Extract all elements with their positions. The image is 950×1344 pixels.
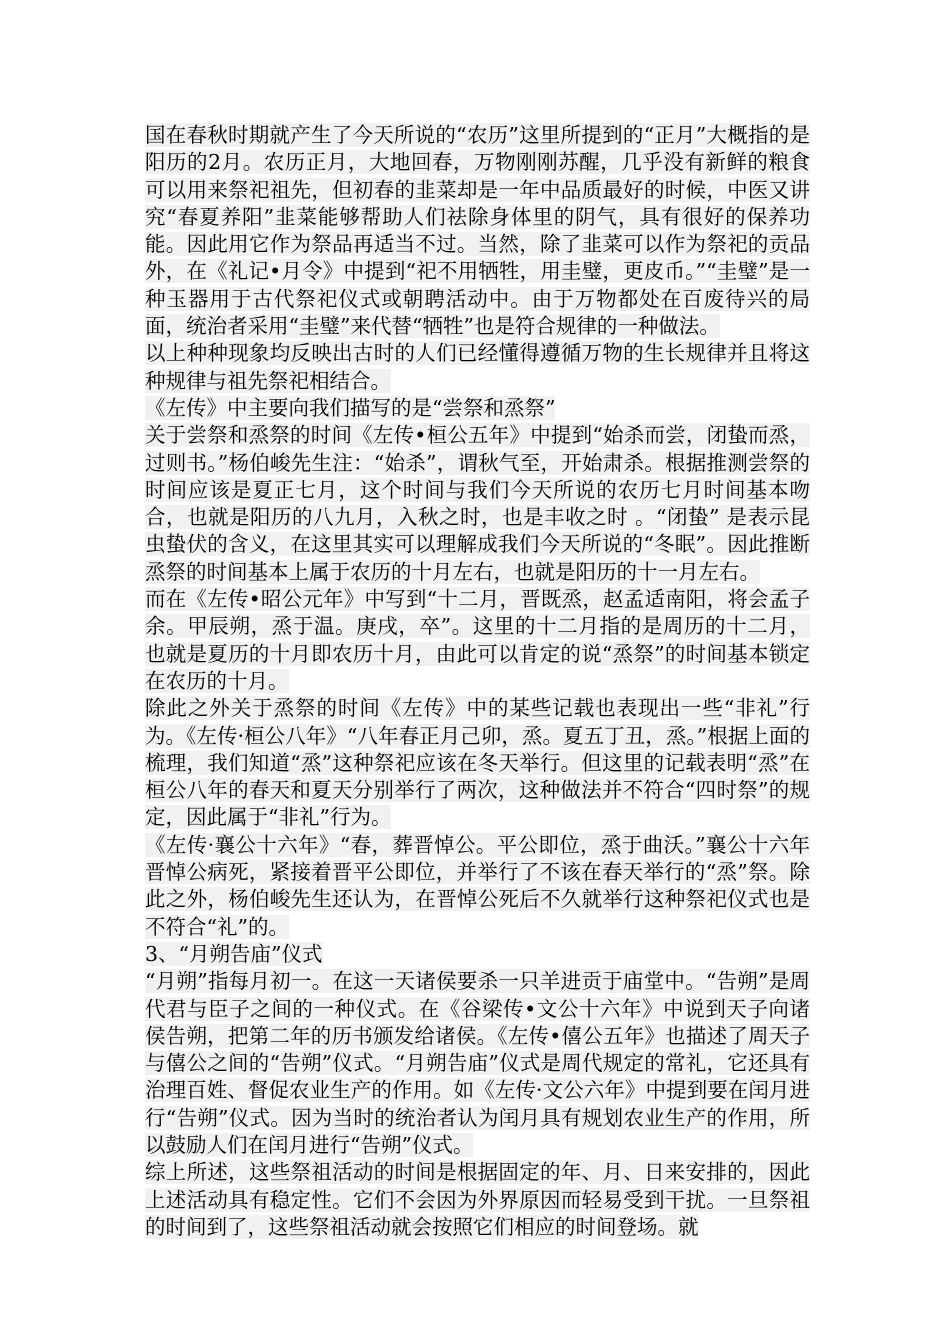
paragraph-text: 而在《左传•昭公元年》中写到“十二月，晋既烝，赵孟适南阳，将会孟子余。甲辰朔，烝于温。庚戌，卒”。这里的十二月指的是周历的十二月，也就是夏历的十月即农历十月，由此可以肯定的说“烝祭”的时间基本锁定在农历的十月。 [145, 587, 810, 693]
paragraph [145, 695, 810, 831]
section-heading [145, 941, 810, 968]
paragraph [145, 340, 810, 395]
paragraph [145, 395, 810, 422]
paragraph-text: 《左传》中主要向我们描写的是“尝祭和烝祭” [145, 395, 556, 420]
paragraph-text: 关于尝祭和烝祭的时间《左传•桓公五年》中提到“始杀而尝，闭蛰而烝，过则书。”杨伯峻先生注：“始杀”，谓秋气至，开始肃杀。根据推测尝祭的时间应该是夏正七月，这个时间与我们今天所说的农历七月时间基本吻合，也就是阳历的八九月，入秋之时，也是丰收之时 。“闭蛰” 是表示昆虫蛰伏的含义，在这里其实可以理解成我们今天所说的“冬眠”。因此推断烝祭的时间基本上属于农历的十月左右，也就是阳历的十一月左右。 [145, 423, 810, 584]
document-body [145, 122, 810, 1241]
paragraph-text: 国在春秋时期就产生了今天所说的“农历”这里所提到的“正月”大概指的是阳历的2月。农历正月，大地回春，万物刚刚苏醒，几乎没有新鲜的粮食可以用来祭祀祖先，但初春的韭菜却是一年中品质最好的时候，中医又讲究“春夏养阳”韭菜能够帮助人们祛除身体里的阴气，具有很好的保养功能。因此用它作为祭品再适当不过。当然，除了韭菜可以作为祭祀的贡品外，在《礼记•月令》中提到“祀不用牺牲，用圭璧，更皮币。”“圭璧”是一种玉器用于古代祭祀仪式或朝聘活动中。由于万物都处在百废待兴的局面，统治者采用“圭璧”来代替“牺牲”也是符合规律的一种做法。 [145, 123, 810, 339]
paragraph-text: 以上种种现象均反映出古时的人们已经懂得遵循万物的生长规律并且将这种规律与祖先祭祀相结合。 [145, 341, 810, 393]
paragraph-text: 除此之外关于烝祭的时间《左传》中的某些记载也表现出一些“非礼”行为。《左传·桓公八年》“八年春正月己卯，烝。夏五丁丑，烝。”根据上面的梳理，我们知道“烝”这种祭祀应该在冬天举行。但这里的记载表明“烝”在桓公八年的春天和夏天分别举行了两次，这种做法并不符合“四时祭”的规定，因此属于“非礼”行为。 [145, 696, 810, 830]
paragraph [145, 586, 810, 695]
paragraph-text: 综上所述，这些祭祖活动的时间是根据固定的年、月、日来安排的，因此上述活动具有稳定性。它们不会因为外界原因而轻易受到干扰。一旦祭祖的时间到了，这些祭祖活动就会按照它们相应的时间登场。就 [145, 1160, 810, 1239]
paragraph-text: 《左传·襄公十六年》“春，葬晋悼公。平公即位，烝于曲沃。”襄公十六年晋悼公病死，紧接着晋平公即位，并举行了不该在春天举行的“烝”祭。除此之外，杨伯峻先生还认为，在晋悼公死后不久就举行这种祭祀仪式也是不符合“礼”的。 [145, 832, 810, 939]
paragraph [145, 422, 810, 586]
paragraph [145, 968, 810, 1159]
paragraph [145, 1159, 810, 1241]
paragraph [145, 832, 810, 941]
section-heading-text: 3、“月朔告庙”仪式 [145, 941, 323, 966]
paragraph-text: “月朔”指每月初一。在这一天诸侯要杀一只羊进贡于庙堂中。“告朔”是周代君与臣子之间的一种仪式。在《谷梁传•文公十六年》中说到天子向诸侯告朔，把第二年的历书颁发给诸侯。《左传•僖公五年》也描述了周天子与僖公之间的“告朔”仪式。“月朔告庙”仪式是周代规定的常礼，它还具有治理百姓、督促农业生产的作用。如《左传·文公六年》中提到要在闰月进行“告朔”仪式。因为当时的统治者认为闰月具有规划农业生产的作用，所以鼓励人们在闰月进行“告朔”仪式。 [145, 969, 810, 1157]
paragraph [145, 122, 810, 340]
